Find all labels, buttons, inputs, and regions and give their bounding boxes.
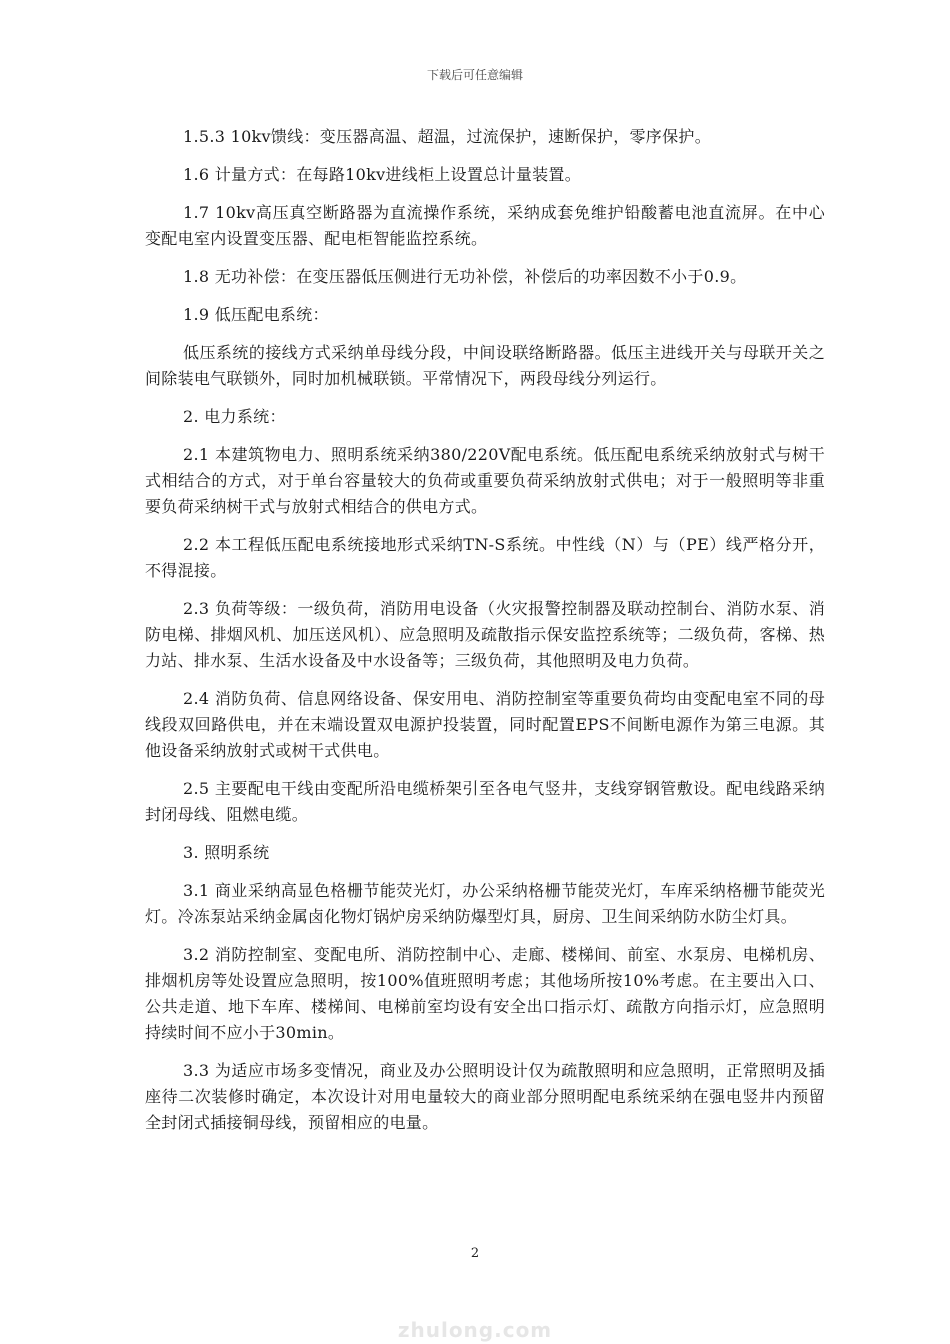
paragraph-3-3: 3.3 为适应市场多变情况，商业及办公照明设计仅为疏散照明和应急照明，正常照明及插座待二次装修时确定，本次设计对用电量较大的商业部分照明配电系统采纳在强电竖井内预留全封闭式插接铜母线，预留相应的电量。 [145, 1061, 825, 1132]
document-body [145, 124, 825, 1148]
paragraph-low-voltage: 低压系统的接线方式采纳单母线分段，中间设联络断路器。低压主进线开关与母联开关之间除装电气联锁外，同时加机械联锁。平常情况下，两段母线分列运行。 [145, 343, 825, 388]
page-number: 2 [470, 1246, 480, 1261]
paragraph-3-2: 3.2 消防控制室、变配电所、消防控制中心、走廊、楼梯间、前室、水泵房、电梯机房、排烟机房等处设置应急照明，按100%值班照明考虑；其他场所按10%考虑。在主要出入口、公共走道、地下车库、楼梯间、电梯前室均设有安全出口指示灯、疏散方向指示灯，应急照明持续时间不应小于30min。 [145, 945, 825, 1042]
paragraph-1-8: 1.8 无功补偿：在变压器低压侧进行无功补偿，补偿后的功率因数不小于0.9。 [183, 267, 747, 286]
paragraph-2-2: 2.2 本工程低压配电系统接地形式采纳TN-S系统。中性线（N）与（PE）线严格分开，不得混接。 [145, 535, 825, 580]
paragraph-2-4: 2.4 消防负荷、信息网络设备、保安用电、消防控制室等重要负荷均由变配电室不同的母线段双回路供电，并在末端设置双电源护投装置，同时配置EPS不间断电源作为第三电源。其他设备采纳放射式或树干式供电。 [145, 689, 825, 760]
paragraph-2-3: 2.3 负荷等级：一级负荷，消防用电设备（火灾报警控制器及联动控制台、消防水泵、消防电梯、排烟风机、加压送风机）、应急照明及疏散指示保安监控系统等；二级负荷，客梯、热力站、排水泵、生活水设备及中水设备等；三级负荷，其他照明及电力负荷。 [145, 599, 825, 670]
paragraph-1-7: 1.7 10kv高压真空断路器为直流操作系统，采纳成套免维护铅酸蓄电池直流屏。在中心变配电室内设置变压器、配电柜智能监控系统。 [145, 203, 825, 248]
section-heading-3: 3. 照明系统 [183, 843, 270, 862]
paragraph-1-6: 1.6 计量方式：在每路10kv进线柜上设置总计量装置。 [183, 165, 582, 184]
paragraph-2-1: 2.1 本建筑物电力、照明系统采纳380/220V配电系统。低压配电系统采纳放射式与树干式相结合的方式，对于单台容量较大的负荷或重要负荷采纳放射式供电；对于一般照明等非重要负荷采纳树干式与放射式相结合的供电方式。 [145, 445, 825, 516]
paragraph-2-5: 2.5 主要配电干线由变配所沿电缆桥架引至各电气竖井，支线穿钢管敷设。配电线路采纳封闭母线、阻燃电缆。 [145, 779, 825, 824]
paragraph-1-5-3: 1.5.3 10kv馈线：变压器高温、超温，过流保护，速断保护，零序保护。 [183, 127, 711, 146]
section-heading-2: 2. 电力系统： [183, 407, 286, 426]
watermark-logo: zhulong.com [397, 1318, 553, 1342]
paragraph-1-9: 1.9 低压配电系统： [183, 305, 329, 324]
page-header: 下载后可任意编辑 [426, 68, 523, 82]
paragraph-3-1: 3.1 商业采纳高显色格栅节能荧光灯，办公采纳格栅节能荧光灯，车库采纳格栅节能荧光灯。冷冻泵站采纳金属卤化物灯锅炉房采纳防爆型灯具，厨房、卫生间采纳防水防尘灯具。 [145, 881, 825, 926]
